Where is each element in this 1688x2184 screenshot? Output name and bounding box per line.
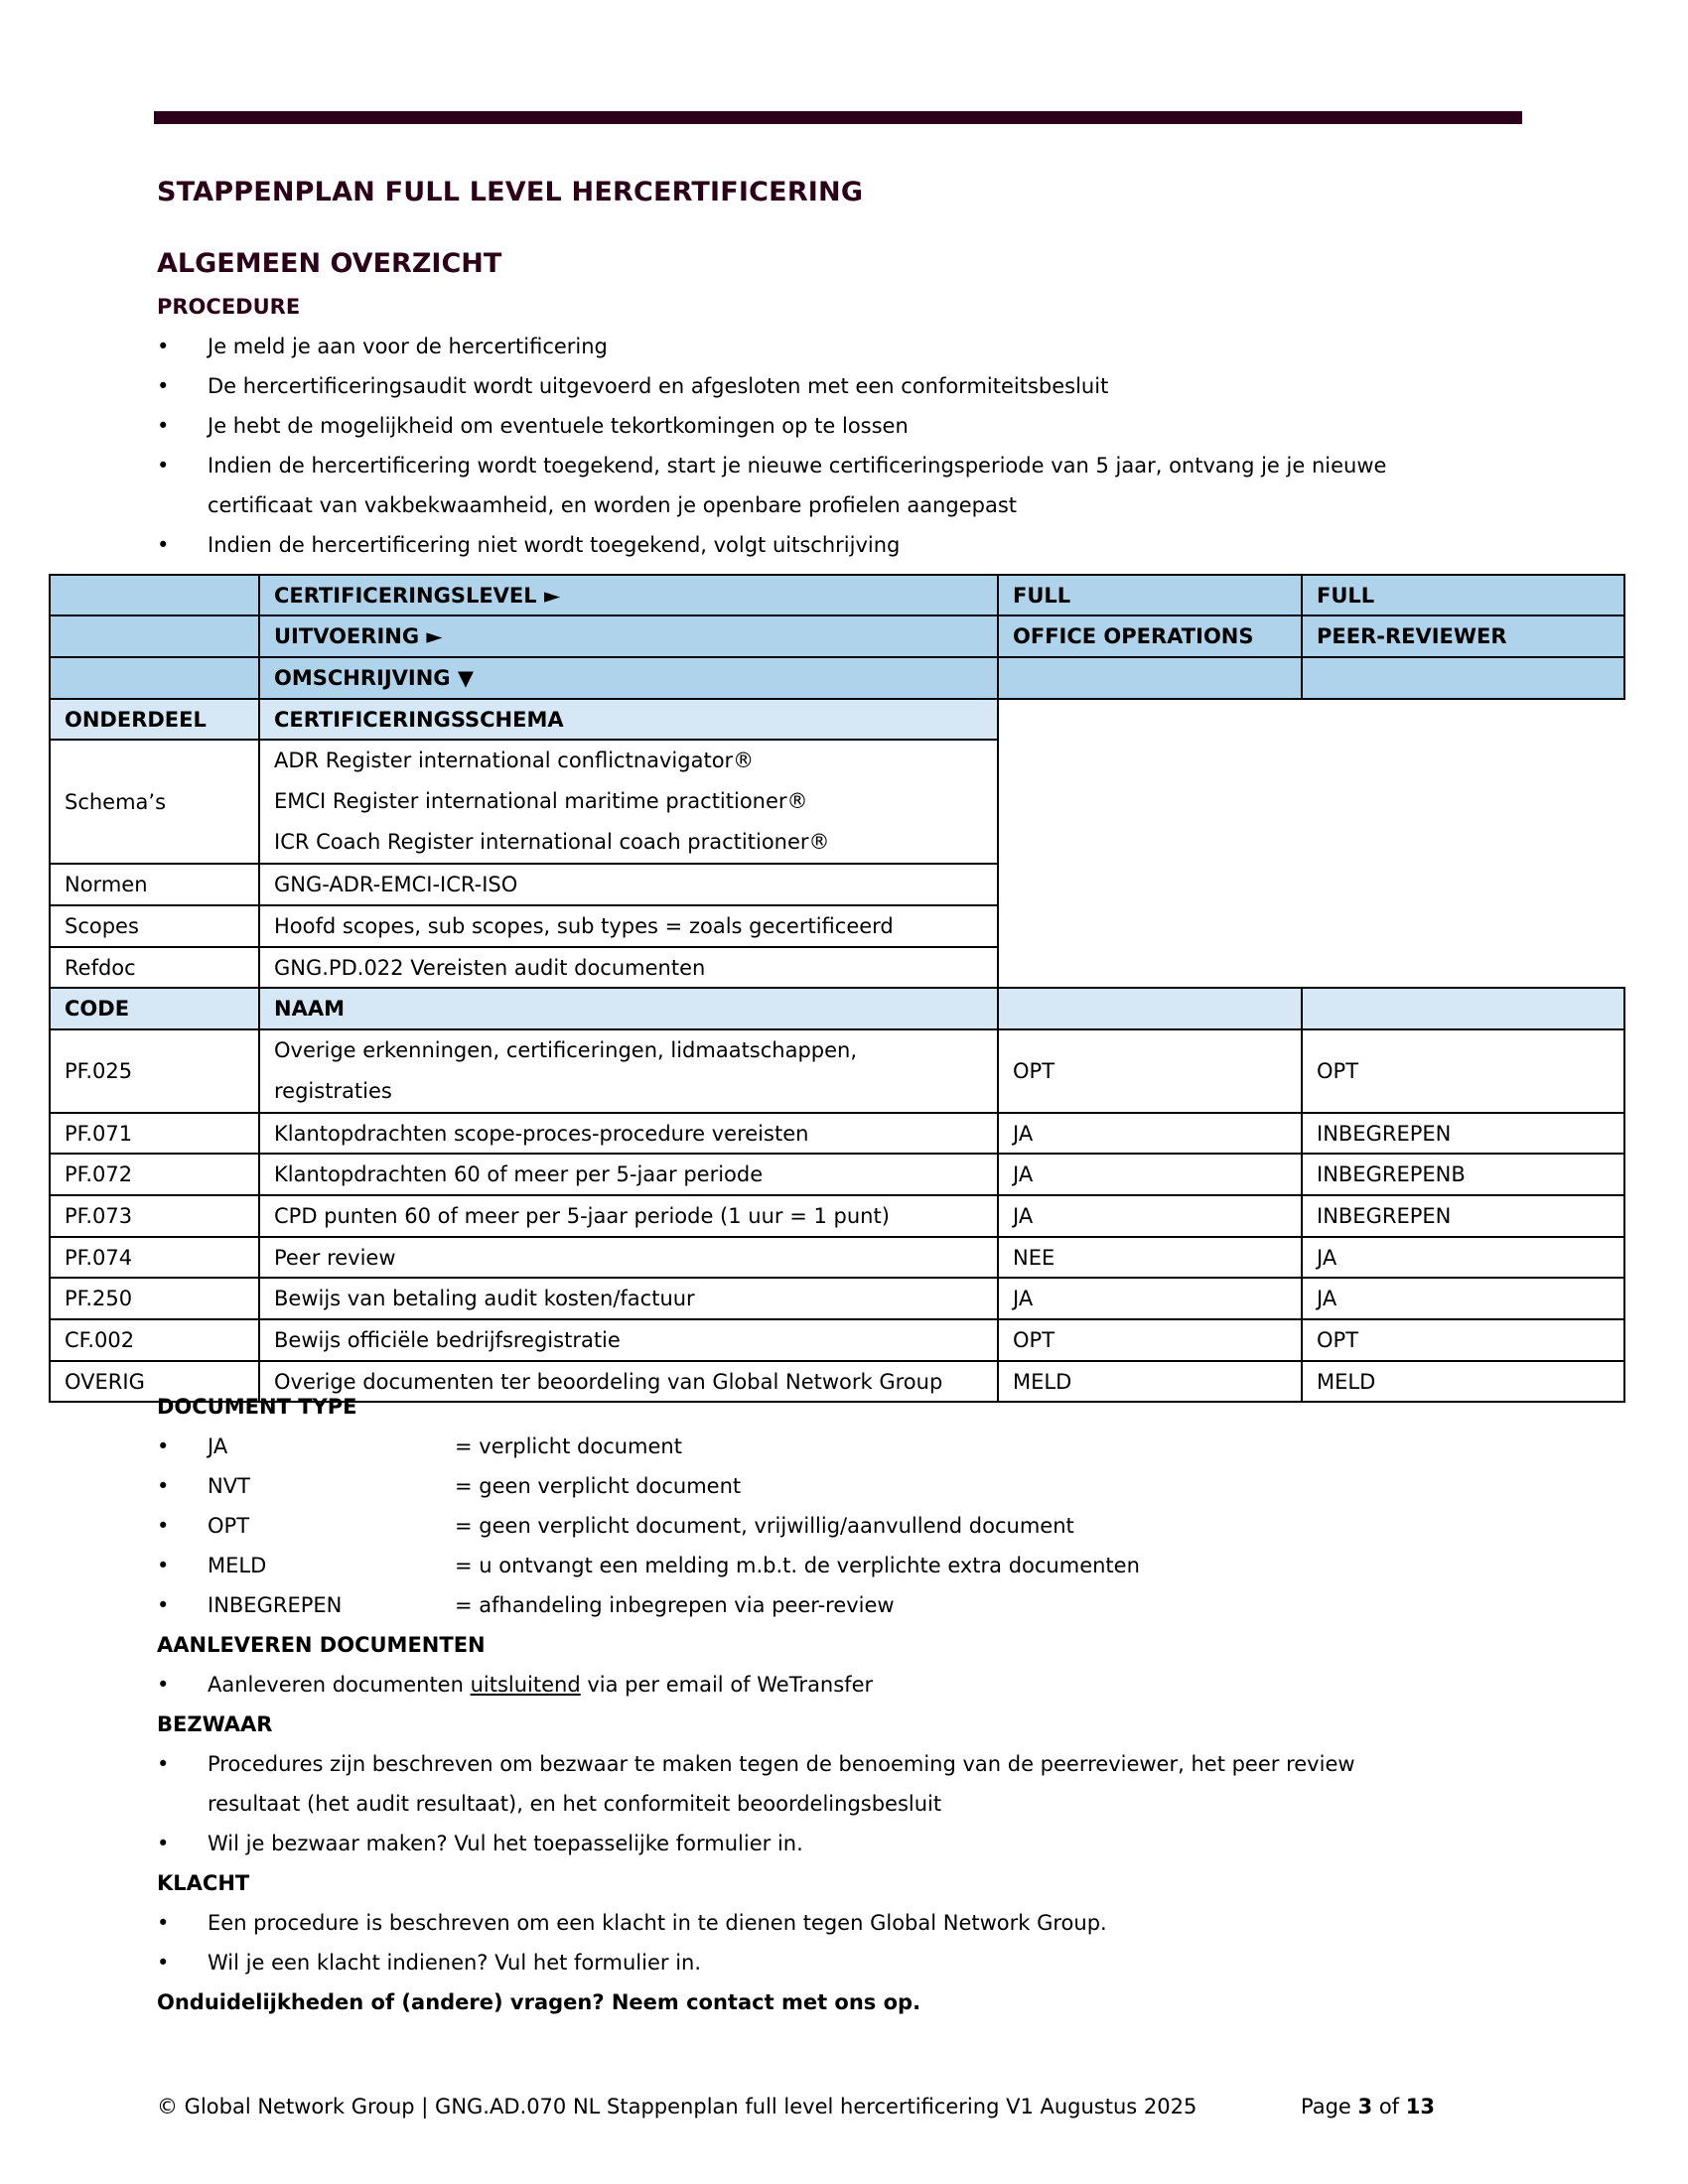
- doc-name: Peer review: [259, 1237, 998, 1278]
- klacht-heading: KLACHT: [157, 1871, 250, 1895]
- schema-header: CERTIFICERINGSSCHEMA: [259, 699, 998, 740]
- doc-peer: INBEGREPEN: [1302, 1195, 1624, 1237]
- cell: [50, 575, 259, 615]
- header-row-level: [50, 575, 1624, 615]
- doc-code: CF.002: [50, 1319, 259, 1361]
- aanleveren-heading: AANLEVEREN DOCUMENTEN: [157, 1633, 486, 1657]
- uitvoering-office: OFFICE OPERATIONS: [998, 615, 1302, 657]
- doc-code: PF.071: [50, 1113, 259, 1154]
- emphasis-underline: uitsluitend: [470, 1673, 581, 1697]
- doc-peer: OPT: [1302, 1029, 1624, 1113]
- row-label: Scopes: [50, 905, 259, 947]
- section-title: ALGEMEEN OVERZICHT: [157, 248, 502, 279]
- doc-name: CPD punten 60 of meer per 5-jaar periode (1 uur = 1 punt): [259, 1195, 998, 1237]
- cell: [50, 657, 259, 699]
- table-row: [50, 1319, 1624, 1361]
- table-row: [50, 1113, 1624, 1154]
- contact-note: Onduidelijkheden of (andere) vragen? Neem contact met ons op.: [157, 1990, 921, 2014]
- doc-name: Overige erkenningen, certificeringen, lidmaatschappen, registraties: [259, 1029, 998, 1113]
- naam-header: NAAM: [259, 988, 998, 1029]
- table-row: [50, 1195, 1624, 1237]
- bullet-icon: •: [157, 454, 170, 478]
- doc-office: OPT: [998, 1319, 1302, 1361]
- level-label: CERTIFICERINGSLEVEL ►: [259, 575, 998, 615]
- doc-name: Klantopdrachten scope-proces-procedure vereisten: [259, 1113, 998, 1154]
- doc-name: Overige documenten ter beoordeling van Global Network Group: [259, 1361, 998, 1402]
- doc-office: JA: [998, 1278, 1302, 1319]
- level-peer: FULL: [1302, 575, 1624, 615]
- bullet-icon: •: [157, 1832, 170, 1855]
- doc-office: MELD: [998, 1361, 1302, 1402]
- page-title: STAPPENPLAN FULL LEVEL HERCERTIFICERING: [157, 177, 864, 207]
- doc-office: JA: [998, 1113, 1302, 1154]
- doc-office: NEE: [998, 1237, 1302, 1278]
- doc-peer: JA: [1302, 1278, 1624, 1319]
- row-label: Schema’s: [50, 740, 259, 864]
- doc-code: OVERIG: [50, 1361, 259, 1402]
- document-type-heading: DOCUMENT TYPE: [157, 1395, 357, 1419]
- doc-code: PF.025: [50, 1029, 259, 1113]
- doc-name: Bewijs officiële bedrijfsregistratie: [259, 1319, 998, 1361]
- doc-code: PF.072: [50, 1154, 259, 1195]
- doc-office: JA: [998, 1154, 1302, 1195]
- procedure-heading: PROCEDURE: [157, 295, 301, 319]
- cell: [998, 988, 1302, 1029]
- bullet-icon: •: [157, 335, 170, 358]
- cell: [1302, 657, 1624, 699]
- page-number: Page 3 of 13: [1301, 2095, 1435, 2118]
- table-row: [50, 1237, 1624, 1278]
- uitvoering-peer: PEER-REVIEWER: [1302, 615, 1624, 657]
- page-footer: [157, 2095, 1435, 2118]
- bullet-icon: •: [157, 1752, 170, 1776]
- doc-peer: INBEGREPENB: [1302, 1154, 1624, 1195]
- cell: [50, 615, 259, 657]
- doc-office: JA: [998, 1195, 1302, 1237]
- bullet-icon: •: [157, 414, 170, 438]
- doc-code: PF.074: [50, 1237, 259, 1278]
- onderdeel-header: ONDERDEEL: [50, 699, 259, 740]
- doc-peer: MELD: [1302, 1361, 1624, 1402]
- requirements-table: [49, 574, 1625, 1403]
- header-row-uitvoering: [50, 615, 1624, 657]
- row-value: GNG.PD.022 Vereisten audit documenten: [259, 947, 998, 988]
- table-row: [50, 1278, 1624, 1319]
- bullet-icon: •: [157, 1514, 170, 1538]
- header-rule: [154, 111, 1522, 124]
- bullet-icon: •: [157, 1911, 170, 1935]
- footer-text: © Global Network Group | GNG.AD.070 NL Stappenplan full level hercertificering V1 Augustus 2025: [157, 2095, 1197, 2118]
- empty-area: [998, 699, 1624, 988]
- bullet-icon: •: [157, 533, 170, 557]
- doc-peer: OPT: [1302, 1319, 1624, 1361]
- row-label: Normen: [50, 864, 259, 905]
- doc-office: OPT: [998, 1029, 1302, 1113]
- bullet-icon: •: [157, 1673, 170, 1697]
- bullet-icon: •: [157, 1474, 170, 1498]
- doc-header-row: [50, 988, 1624, 1029]
- header-row-omschrijving: [50, 657, 1624, 699]
- bullet-icon: •: [157, 1434, 170, 1458]
- row-value: GNG-ADR-EMCI-ICR-ISO: [259, 864, 998, 905]
- bullet-icon: •: [157, 1554, 170, 1577]
- level-office: FULL: [998, 575, 1302, 615]
- bullet-icon: •: [157, 1951, 170, 1975]
- code-header: CODE: [50, 988, 259, 1029]
- bullet-icon: •: [157, 1593, 170, 1617]
- cell: [1302, 988, 1624, 1029]
- schema-header-row: [50, 699, 1624, 740]
- doc-code: PF.073: [50, 1195, 259, 1237]
- row-value: Hoofd scopes, sub scopes, sub types = zoals gecertificeerd: [259, 905, 998, 947]
- bullet-icon: •: [157, 374, 170, 398]
- cell: [998, 657, 1302, 699]
- uitvoering-label: UITVOERING ►: [259, 615, 998, 657]
- doc-name: Bewijs van betaling audit kosten/factuur: [259, 1278, 998, 1319]
- doc-peer: INBEGREPEN: [1302, 1113, 1624, 1154]
- schema-list: ADR Register international conflictnavigator® EMCI Register international maritime practitioner® ICR Coach Register international coach practitioner®: [259, 740, 998, 864]
- table-row: [50, 1154, 1624, 1195]
- doc-code: PF.250: [50, 1278, 259, 1319]
- bezwaar-heading: BEZWAAR: [157, 1712, 273, 1736]
- row-label: Refdoc: [50, 947, 259, 988]
- omschrijving-label: OMSCHRIJVING ▼: [259, 657, 998, 699]
- table-row: [50, 1029, 1624, 1113]
- doc-peer: JA: [1302, 1237, 1624, 1278]
- doc-name: Klantopdrachten 60 of meer per 5-jaar periode: [259, 1154, 998, 1195]
